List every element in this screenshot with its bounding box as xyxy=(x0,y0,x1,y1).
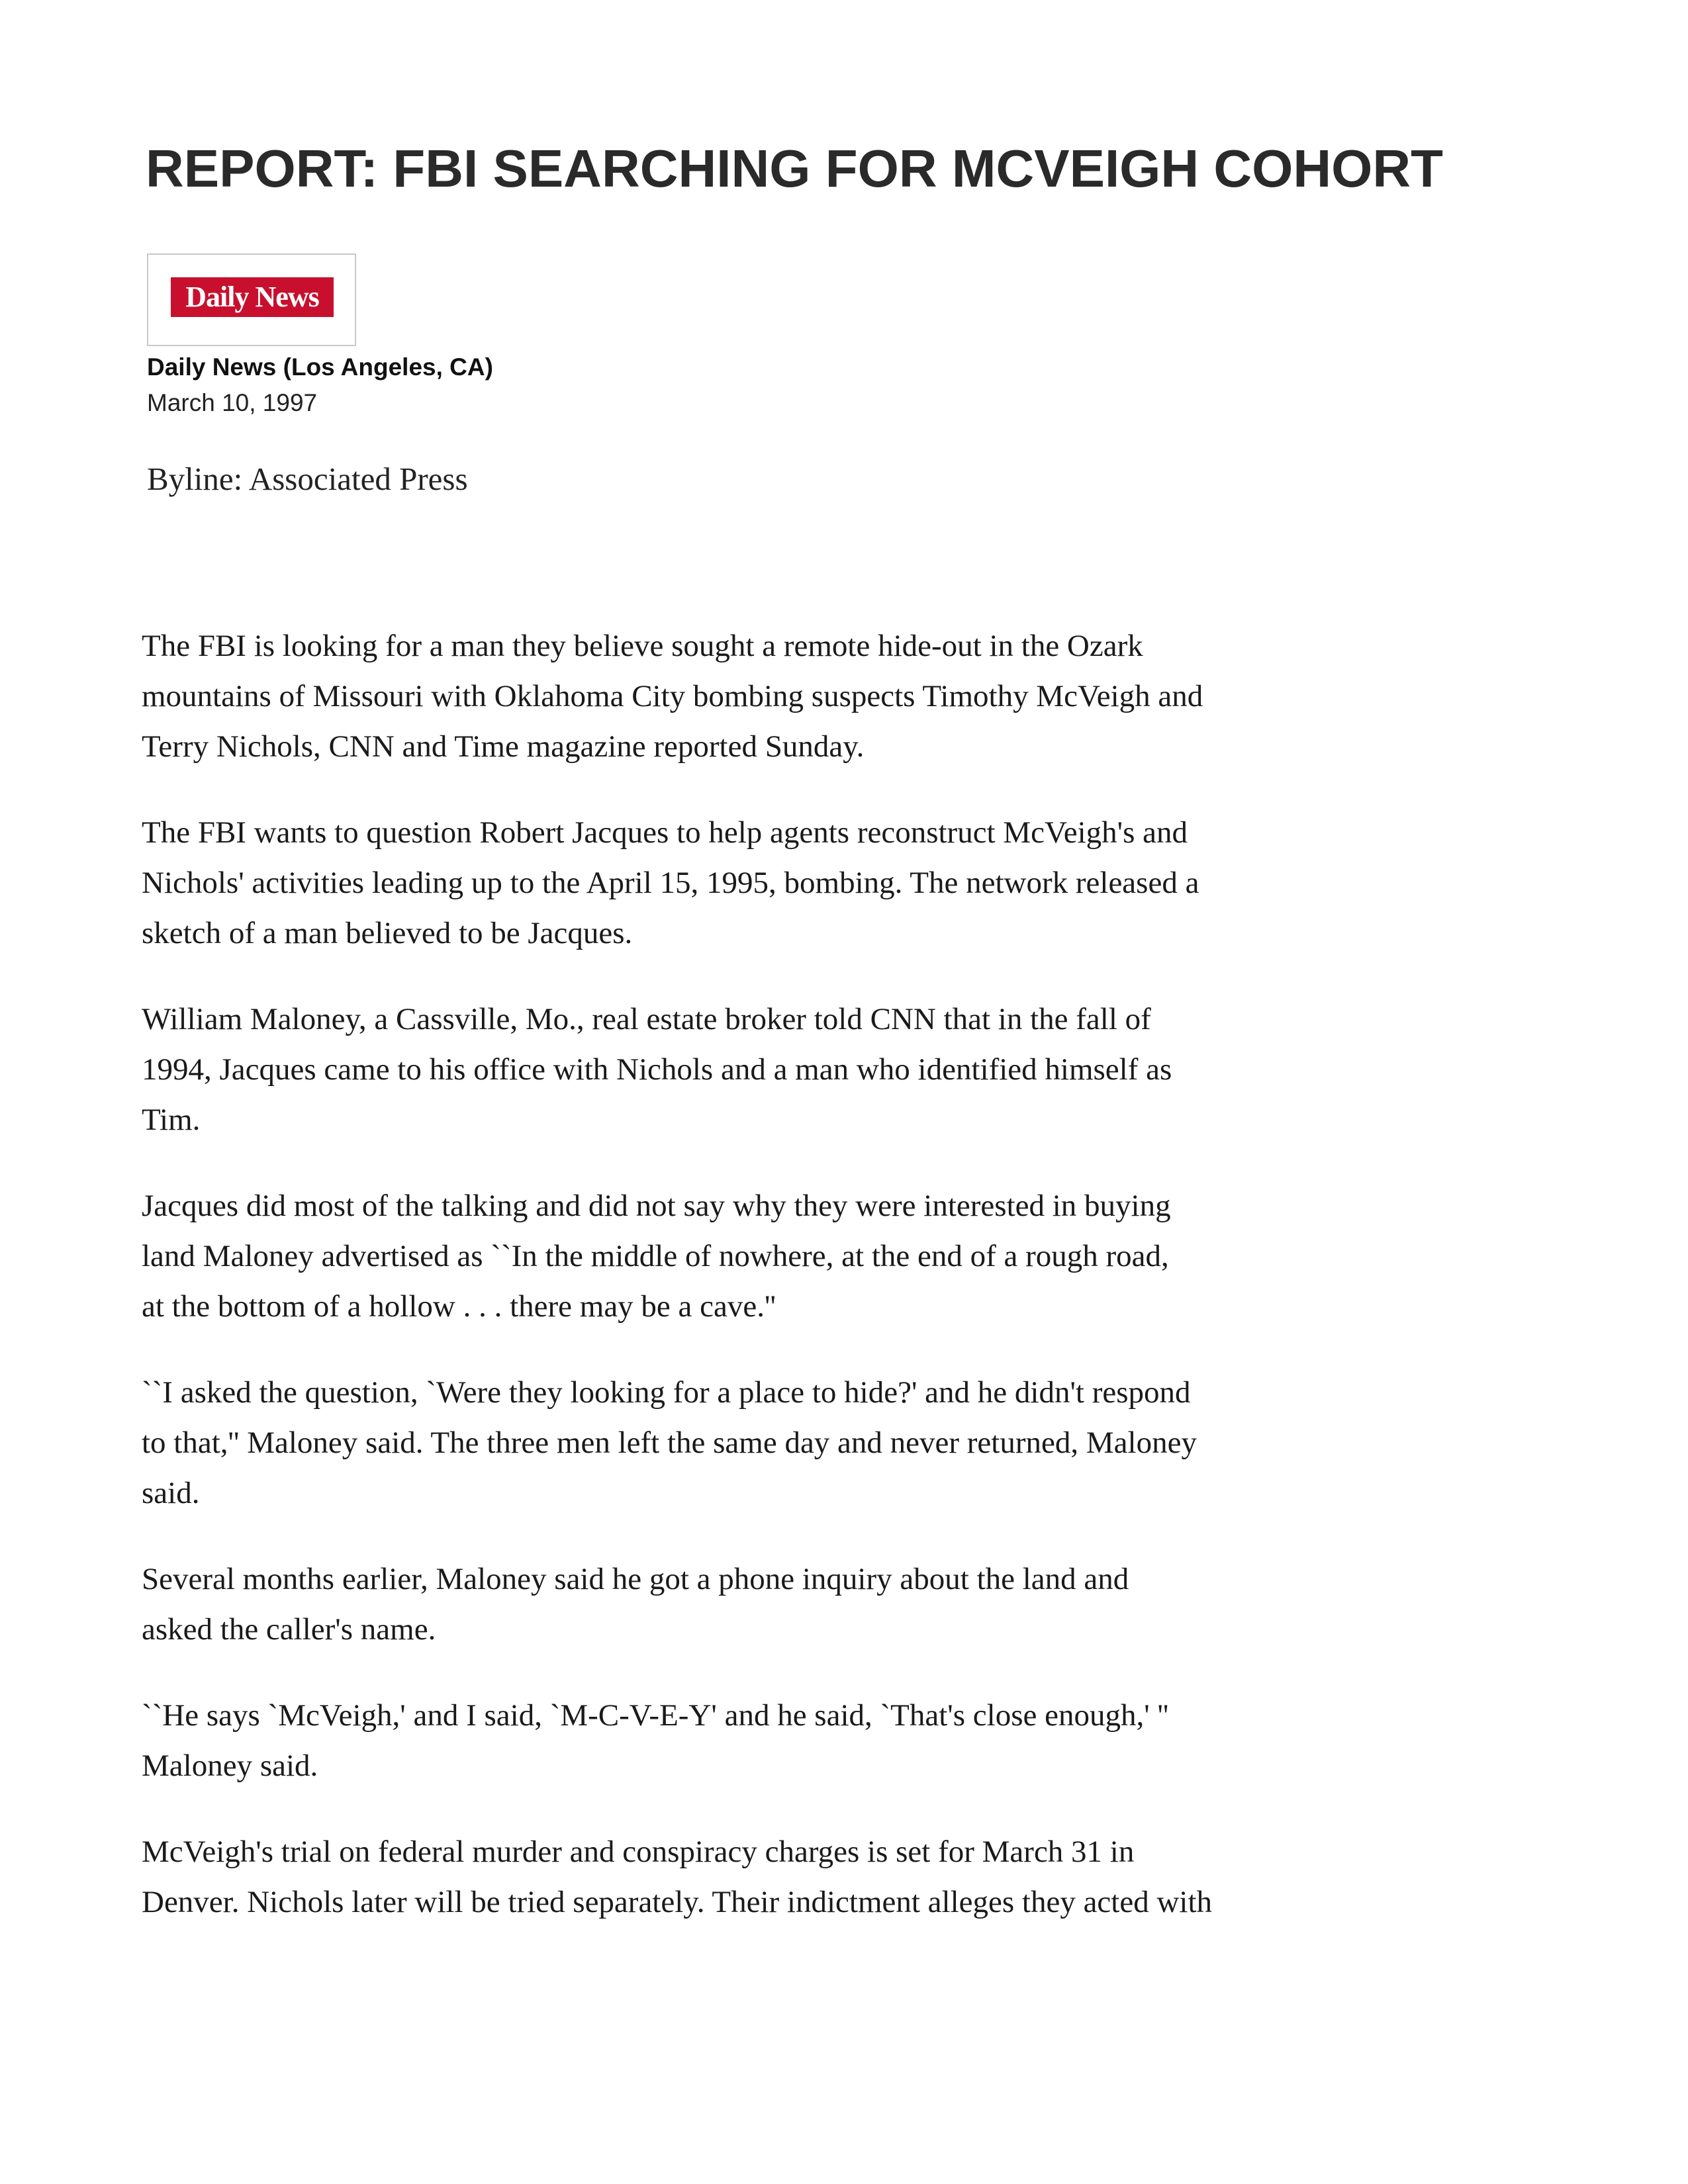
text-line: The FBI is looking for a man they believe sought a remote hide-out in the Ozark xyxy=(142,629,1143,663)
article-paragraph xyxy=(142,807,1598,958)
text-line: land Maloney advertised as ``In the middle of nowhere, at the end of a rough road, xyxy=(142,1239,1169,1273)
article-paragraph xyxy=(142,994,1598,1145)
article-paragraph xyxy=(142,1181,1598,1332)
article-paragraph xyxy=(142,621,1598,772)
article-headline: REPORT: FBI SEARCHING FOR MCVEIGH COHORT xyxy=(146,139,1444,198)
text-line: to that,'' Maloney said. The three men left the same day and never returned, Maloney xyxy=(142,1426,1197,1460)
article-body xyxy=(142,621,1598,1963)
text-line: The FBI wants to question Robert Jacques to help agents reconstruct McVeigh's and xyxy=(142,815,1188,850)
text-line: Tim. xyxy=(142,1103,201,1137)
article-paragraph xyxy=(142,1554,1598,1655)
text-line: Jacques did most of the talking and did not say why they were interested in buying xyxy=(142,1189,1171,1223)
text-line: ``I asked the question, `Were they looking for a place to hide?' and he didn't respond xyxy=(142,1375,1191,1410)
publication-logo xyxy=(147,253,356,346)
text-line: sketch of a man believed to be Jacques. xyxy=(142,916,633,950)
article-paragraph xyxy=(142,1827,1598,1927)
text-line: Maloney said. xyxy=(142,1749,318,1783)
publication-name: Daily News (Los Angeles, CA) xyxy=(147,353,493,381)
text-line: McVeigh's trial on federal murder and conspiracy charges is set for March 31 in xyxy=(142,1835,1135,1869)
article-paragraph xyxy=(142,1367,1598,1518)
text-line: said. xyxy=(142,1476,200,1510)
daily-news-logo-badge: Daily News xyxy=(171,277,334,317)
text-line: Several months earlier, Maloney said he got a phone inquiry about the land and xyxy=(142,1562,1129,1596)
text-line: Terry Nichols, CNN and Time magazine reported Sunday. xyxy=(142,729,865,764)
text-line: at the bottom of a hollow . . . there may be a cave.'' xyxy=(142,1289,776,1324)
text-line: asked the caller's name. xyxy=(142,1612,436,1647)
text-line: William Maloney, a Cassville, Mo., real estate broker told CNN that in the fall of xyxy=(142,1002,1151,1036)
text-line: mountains of Missouri with Oklahoma City bombing suspects Timothy McVeigh and xyxy=(142,679,1203,713)
text-line: Nichols' activities leading up to the April 15, 1995, bombing. The network released a xyxy=(142,866,1199,900)
text-line: 1994, Jacques came to his office with Nichols and a man who identified himself as xyxy=(142,1052,1172,1087)
publication-date: March 10, 1997 xyxy=(147,389,318,416)
text-line: ``He says `McVeigh,' and I said, `M-C-V-E-Y' and he said, `That's close enough,' '' xyxy=(142,1698,1169,1733)
article-paragraph xyxy=(142,1690,1598,1791)
text-line: Denver. Nichols later will be tried separately. Their indictment alleges they acted with xyxy=(142,1885,1213,1919)
article-byline: Byline: Associated Press xyxy=(147,461,468,497)
